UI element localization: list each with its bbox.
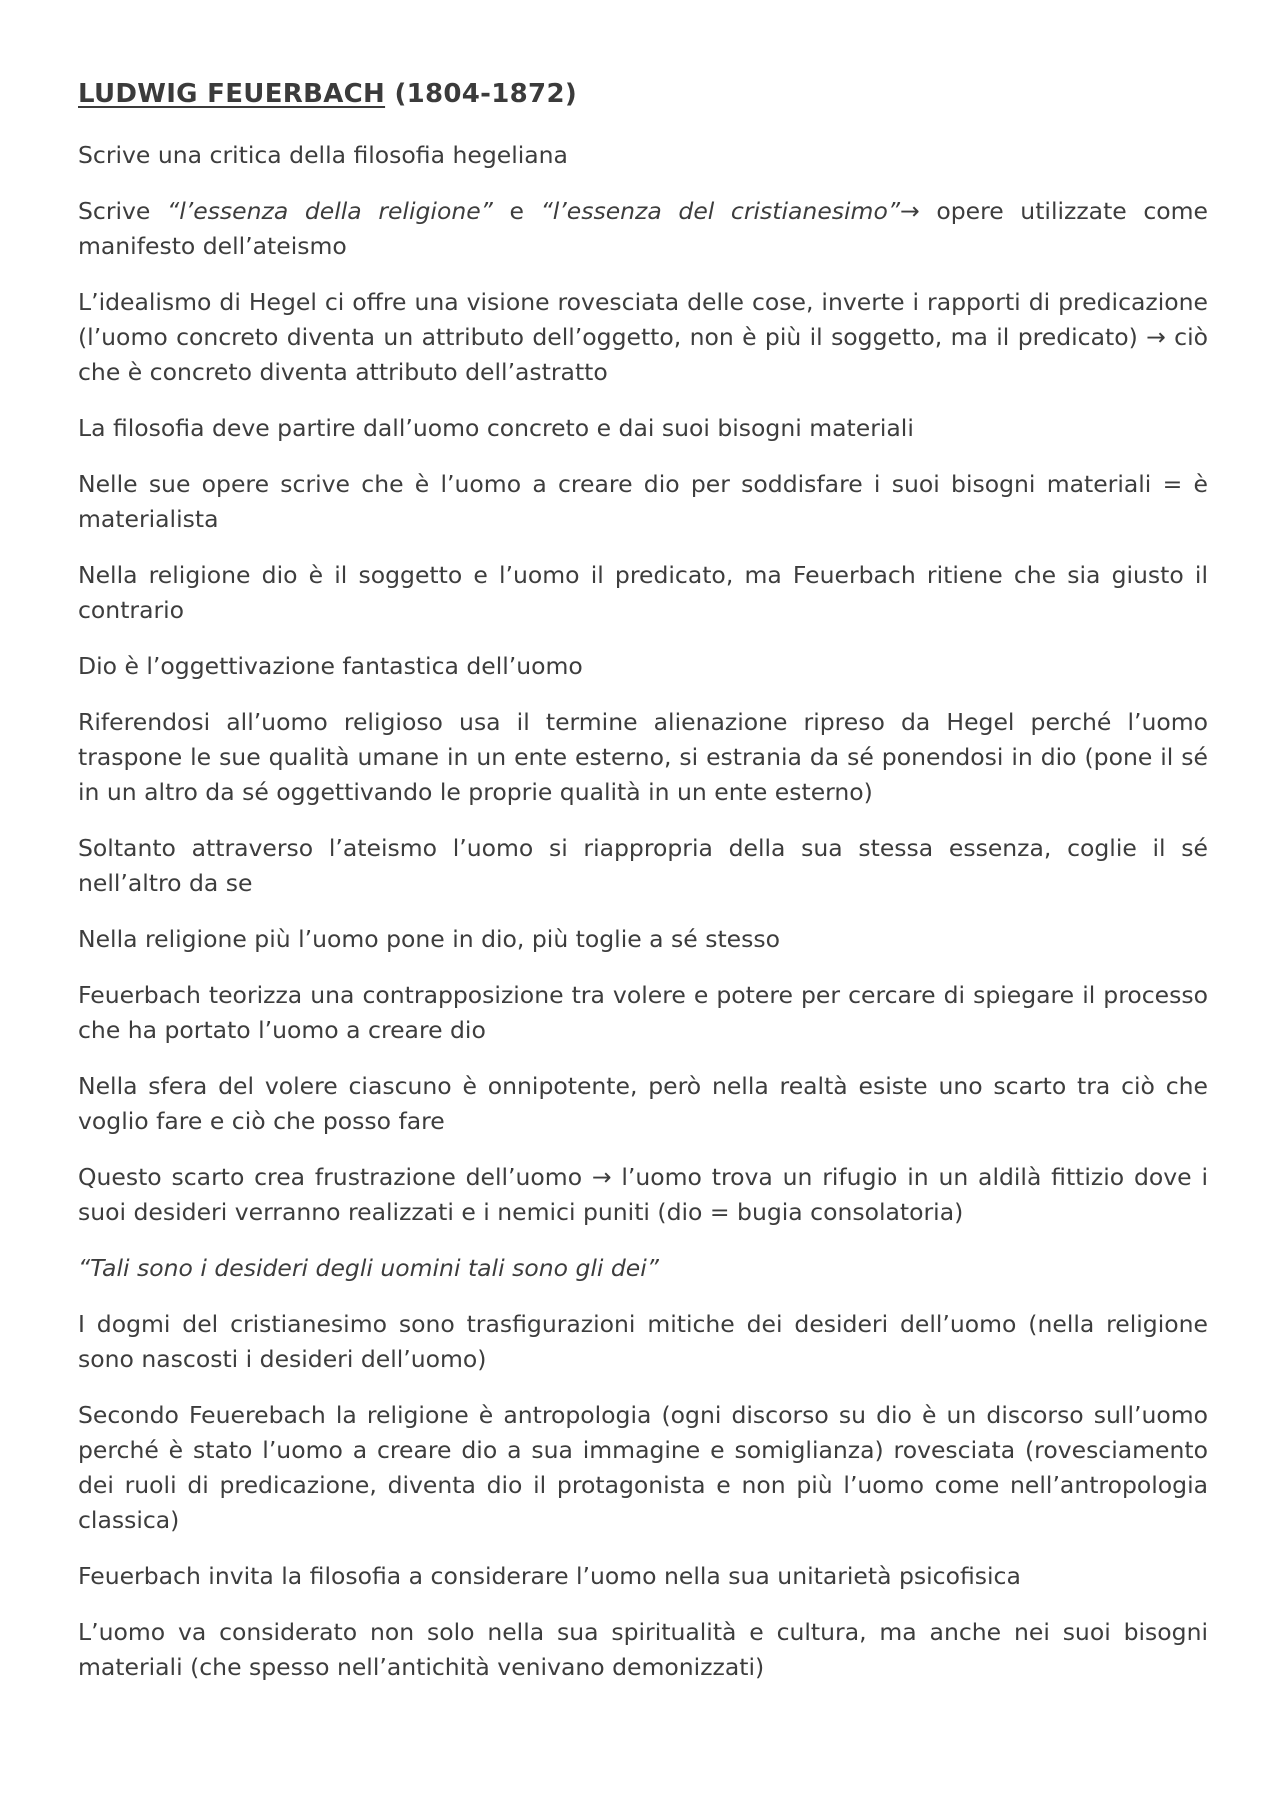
paragraph-2: [78, 194, 1208, 264]
paragraph-4: La filosofia deve partire dall’uomo concreto e dai suoi bisogni materiali: [78, 414, 914, 442]
paragraph-5: Nelle sue opere scrive che è l’uomo a creare dio per soddisfare i suoi bisogni materiali = è materialista: [78, 470, 1208, 533]
paragraph-8: Riferendosi all’uomo religioso usa il termine alienazione ripreso da Hegel perché l’uomo traspone le sue qualità umane in un ente esterno, si estrania da sé ponendosi in dio (pone il sé in un altro da sé oggettivando le proprie qualità in un ente esterno): [78, 708, 1208, 806]
paragraph-18: L’uomo va considerato non solo nella sua spiritualità e cultura, ma anche nei suoi bisogni materiali (che spesso nell’antichità venivano demonizzati): [78, 1618, 1208, 1681]
paragraph-7: Dio è l’oggettivazione fantastica dell’uomo: [78, 652, 583, 680]
paragraph-10: Nella religione più l’uomo pone in dio, più toglie a sé stesso: [78, 925, 780, 953]
paragraph-15: I dogmi del cristianesimo sono trasfigurazioni mitiche dei desideri dell’uomo (nella religione sono nascosti i desideri dell’uomo): [78, 1310, 1208, 1373]
paragraph-1: Scrive una critica della filosofia hegeliana: [78, 141, 568, 169]
paragraph-2-work-title-1: “l’essenza della religione”: [167, 197, 493, 225]
paragraph-2-work-title-2: “l’essenza del cristianesimo”: [540, 197, 901, 225]
page-title: [78, 72, 1208, 116]
paragraph-2-text-e: → opere utilizzate come manifesto dell’ateismo: [78, 197, 1209, 260]
document-page: [78, 72, 1208, 1706]
paragraph-9: Soltanto attraverso l’ateismo l’uomo si riappropria della sua stessa essenza, coglie il sé nell’altro da se: [78, 834, 1208, 897]
paragraph-17: Feuerbach invita la filosofia a considerare l’uomo nella sua unitarietà psicofisica: [78, 1562, 1021, 1590]
paragraph-11: Feuerbach teorizza una contrapposizione tra volere e potere per cercare di spiegare il processo che ha portato l’uomo a creare dio: [78, 981, 1208, 1044]
title-dates: (1804-1872): [394, 79, 578, 109]
title-name: LUDWIG FEUERBACH: [78, 79, 386, 109]
paragraph-16: Secondo Feuerebach la religione è antropologia (ogni discorso su dio è un discorso sull’uomo perché è stato l’uomo a creare dio a sua immagine e somiglianza) rovesciata (rovesciamento dei ruoli di predicazione, diventa dio il protagonista e non più l’uomo come nell’antropologia classica): [78, 1401, 1208, 1534]
paragraph-12: Nella sfera del volere ciascuno è onnipotente, però nella realtà esiste uno scarto tra ciò che voglio fare e ciò che posso fare: [78, 1072, 1208, 1135]
paragraph-2-text-c: e: [492, 197, 541, 225]
paragraph-13: Questo scarto crea frustrazione dell’uomo → l’uomo trova un rifugio in un aldilà fittizio dove i suoi desideri verranno realizzati e i nemici puniti (dio = bugia consolatoria): [78, 1163, 1208, 1226]
paragraph-6: Nella religione dio è il soggetto e l’uomo il predicato, ma Feuerbach ritiene che sia giusto il contrario: [78, 561, 1208, 624]
paragraph-2-text-a: Scrive: [78, 197, 168, 225]
paragraph-3: L’idealismo di Hegel ci offre una visione rovesciata delle cose, inverte i rapporti di predicazione (l’uomo concreto diventa un attributo dell’oggetto, non è più il soggetto, ma il predicato) → ciò che è concreto diventa attributo dell’astratto: [78, 288, 1208, 386]
paragraph-14-quote: “Tali sono i desideri degli uomini tali sono gli dei”: [78, 1254, 659, 1282]
